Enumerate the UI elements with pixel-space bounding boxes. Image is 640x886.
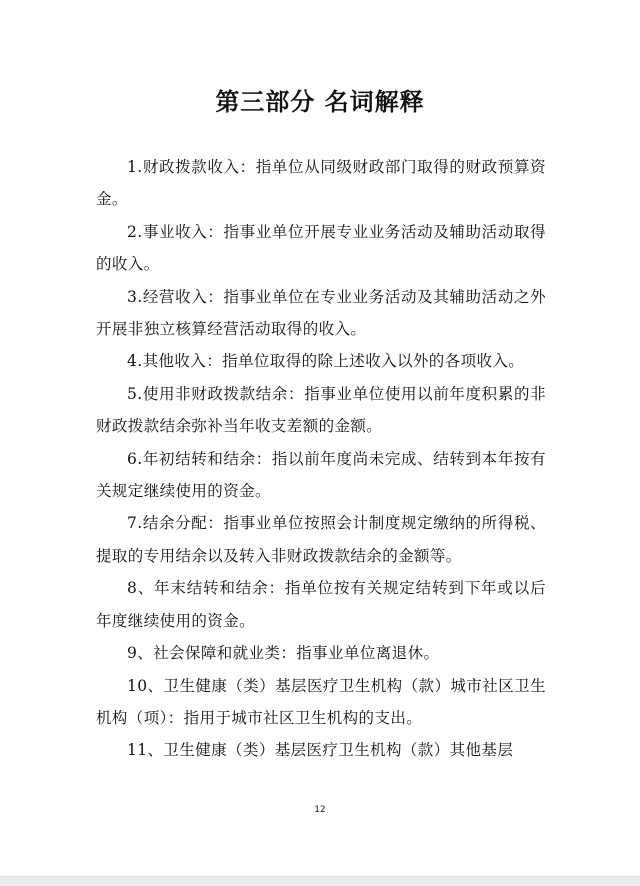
definitions-list [96,151,546,767]
definition-paragraph: 11、卫生健康（类）基层医疗卫生机构（款）其他基层 [127,741,514,760]
definition-paragraph: 7.结余分配：指事业单位按照会计制度规定缴纳的所得税、提取的专用结余以及转入非财政拨款结余的金额等。 [96,514,546,565]
definition-paragraph: 10、卫生健康（类）基层医疗卫生机构（款）城市社区卫生机构（项）：指用于城市社区卫生机构的支出。 [96,676,546,727]
definition-paragraph: 5.使用非财政拨款结余：指事业单位使用以前年度积累的非财政拨款结余弥补当年收支差额的金额。 [96,384,546,436]
definition-paragraph: 6.年初结转和结余：指以前年度尚未完成、结转到本年按有关规定继续使用的资金。 [96,449,546,501]
definition-paragraph: 3.经营收入：指事业单位在专业业务活动及其辅助活动之外开展非独立核算经营活动取得的收入。 [96,287,546,339]
page-title: 第三部分 名词解释 [215,88,425,116]
definition-paragraph: 8、年末结转和结余：指单位按有关规定结转到下年或以后年度继续使用的资金。 [96,579,546,630]
page-number: 12 [314,805,326,815]
definition-paragraph: 4.其他收入：指单位取得的除上述收入以外的各项收入。 [127,352,525,371]
definition-paragraph: 2.事业收入：指事业单位开展专业业务活动及辅助活动取得的收入。 [96,222,546,274]
definition-paragraph: 9、社会保障和就业类：指事业单位离退休。 [127,644,440,663]
definition-paragraph: 1.财政拨款收入：指单位从同级财政部门取得的财政预算资金。 [96,158,546,209]
